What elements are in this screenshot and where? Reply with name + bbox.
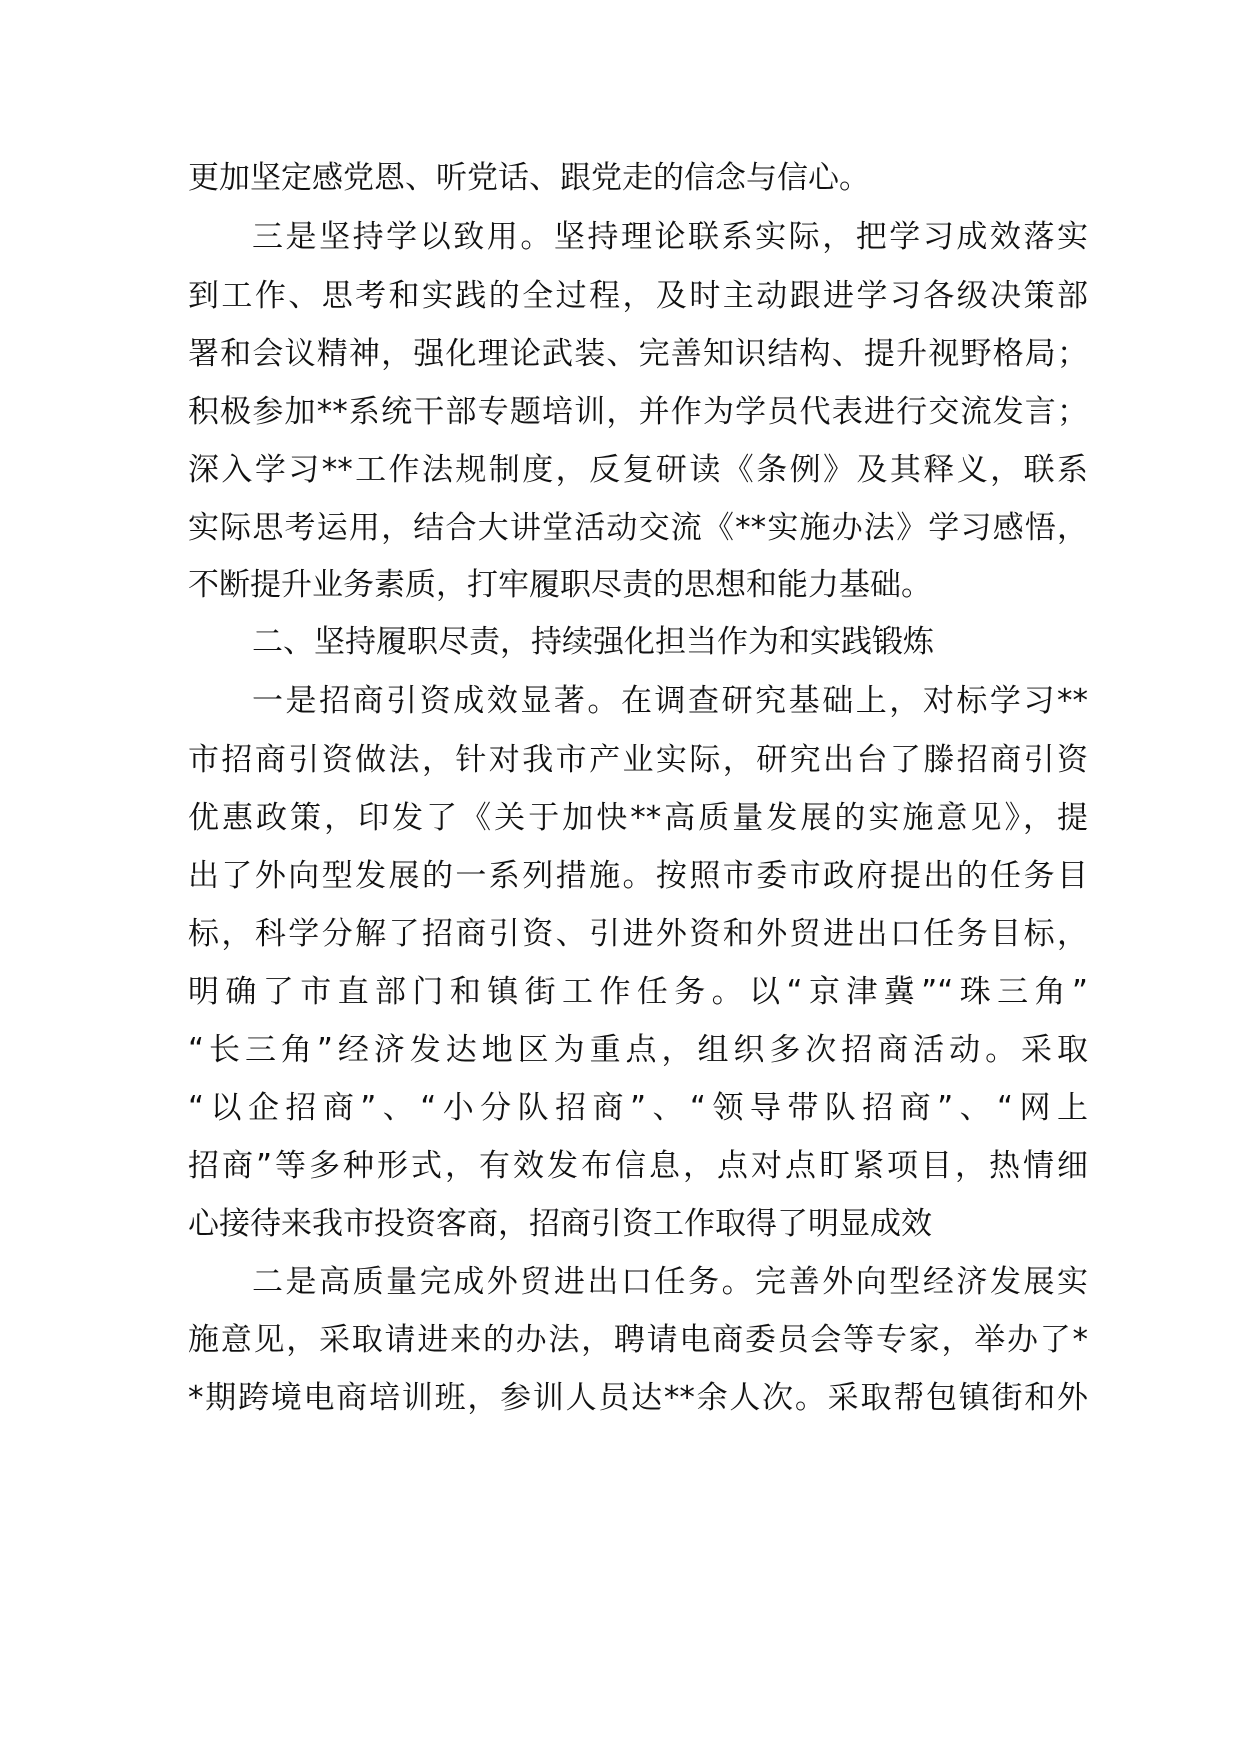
text-line: 标，科学分解了招商引资、引进外资和外贸进出口任务目标， xyxy=(188,916,1088,952)
text-line: 施意见，采取请进来的办法，聘请电商委员会等专家，举办了* xyxy=(188,1322,1088,1358)
text-line: 招商”等多种形式，有效发布信息，点对点盯紧项目，热情细 xyxy=(188,1148,1088,1184)
text-line: 署和会议精神，强化理论武装、完善知识结构、提升视野格局； xyxy=(188,336,1088,372)
text-line: 出了外向型发展的一系列措施。按照市委市政府提出的任务目 xyxy=(188,858,1088,894)
text-line: 积极参加**系统干部专题培训，并作为学员代表进行交流发言； xyxy=(188,394,1088,430)
text-line: 明确了市直部门和镇街工作任务。以“京津冀”“珠三角” xyxy=(188,974,1088,1010)
text-line: 到工作、思考和实践的全过程，及时主动跟进学习各级决策部 xyxy=(188,278,1088,314)
text-line: 市招商引资做法，针对我市产业实际，研究出台了滕招商引资 xyxy=(188,742,1088,778)
section-heading: 二、坚持履职尽责，持续强化担当作为和实践锻炼 xyxy=(252,624,934,660)
text-line: “长三角”经济发达地区为重点，组织多次招商活动。采取 xyxy=(188,1032,1088,1068)
text-line: 深入学习**工作法规制度，反复研读《条例》及其释义，联系 xyxy=(188,452,1088,488)
text-line: 心接待来我市投资客商，招商引资工作取得了明显成效 xyxy=(188,1206,932,1242)
text-line: 实际思考运用，结合大讲堂活动交流《**实施办法》学习感悟， xyxy=(188,510,1088,546)
text-line: “以企招商”、“小分队招商”、“领导带队招商”、“网上 xyxy=(188,1090,1088,1126)
text-line: 不断提升业务素质，打牢履职尽责的思想和能力基础。 xyxy=(188,567,932,603)
text-line: 优惠政策，印发了《关于加快**高质量发展的实施意见》，提 xyxy=(188,800,1088,836)
paragraph-first-line: 一是招商引资成效显著。在调查研究基础上，对标学习** xyxy=(252,683,1088,719)
text-line: 更加坚定感党恩、听党话、跟党走的信念与信心。 xyxy=(188,160,870,196)
paragraph-first-line: 二是高质量完成外贸进出口任务。完善外向型经济发展实 xyxy=(252,1264,1088,1300)
text-line: *期跨境电商培训班，参训人员达**余人次。采取帮包镇街和外 xyxy=(188,1380,1088,1416)
paragraph-first-line: 三是坚持学以致用。坚持理论联系实际，把学习成效落实 xyxy=(252,219,1088,255)
